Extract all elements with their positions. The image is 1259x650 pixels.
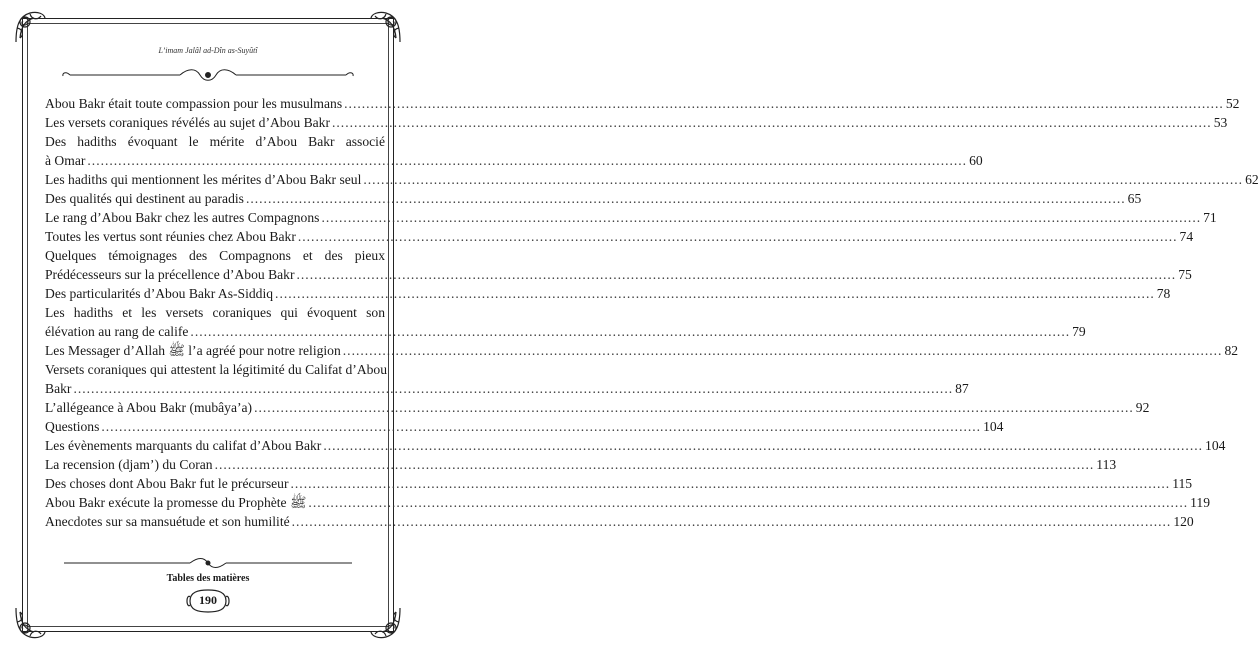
toc-page-number: 115 xyxy=(1172,476,1193,491)
toc-entry xyxy=(45,474,1193,493)
dot-leader: ........................................................................................................................................................................................................ xyxy=(344,96,1224,111)
toc-entry xyxy=(45,189,1142,208)
toc-page-number: 82 xyxy=(1224,343,1239,358)
toc-entry-text: Quelques témoignages des Compagnons et des pieux xyxy=(45,248,385,263)
dot-leader: ........................................................................................................................................................................................................ xyxy=(290,476,1171,491)
toc-entry-text: Abou Bakr était toute compassion pour les musulmans xyxy=(45,96,343,111)
corner-ornament-icon xyxy=(14,606,48,640)
toc-entry xyxy=(45,341,1239,360)
toc-entry-text: Les évènements marquants du califat d’Abou Bakr xyxy=(45,438,322,453)
toc-entry-text: Des particularités d’Abou Bakr As-Siddiq xyxy=(45,286,274,301)
footer-section-title: Tables des matières xyxy=(166,573,250,584)
toc-page-number: 104 xyxy=(1205,438,1226,453)
toc-page-number: 119 xyxy=(1190,495,1210,510)
toc-page-number: 75 xyxy=(1178,267,1192,282)
toc-entry-text: Les hadiths et les versets coraniques qui évoquent son xyxy=(45,305,385,320)
corner-ornament-icon xyxy=(368,606,402,640)
running-header-title: L’imam Jalâl ad-Dîn as-Suyûtî xyxy=(158,46,258,55)
footer-ornament-divider xyxy=(60,556,356,570)
dot-leader: ........................................................................................................................................................................................................ xyxy=(332,115,1212,130)
toc-entry-text: Des qualités qui destinent au paradis xyxy=(45,191,244,206)
dot-leader: ........................................................................................................................................................................................................ xyxy=(87,153,968,168)
toc-entry-text: Toutes les vertus sont réunies chez Abou Bakr xyxy=(45,229,296,244)
dot-leader: ........................................................................................................................................................................................................ xyxy=(321,210,1202,225)
dot-leader: ........................................................................................................................................................................................................ xyxy=(323,438,1204,453)
toc-entry-text: La recension (djam’) du Coran xyxy=(45,457,213,472)
toc-page-number: 87 xyxy=(955,381,969,396)
toc-entry-text: Anecdotes sur sa mansuétude et son humilité xyxy=(45,514,290,529)
toc-entry-text: Bakr xyxy=(45,381,72,396)
toc-page-number: 113 xyxy=(1096,457,1117,472)
toc-entry-text: Les hadiths qui mentionnent les mérites d’Abou Bakr seul xyxy=(45,172,362,187)
toc-entry-text: Les Messager d’Allah ﷺ l’a agréé pour notre religion xyxy=(45,343,341,358)
toc-entry-text: Questions xyxy=(45,419,100,434)
toc-entry xyxy=(45,132,983,170)
toc-entry-text: Abou Bakr exécute la promesse du Prophète ﷺ xyxy=(45,495,307,510)
page-number: 190 xyxy=(199,593,217,607)
toc-entry xyxy=(45,94,1240,113)
toc-entry xyxy=(45,398,1150,417)
toc-page-number: 53 xyxy=(1213,115,1228,130)
dot-leader: ........................................................................................................................................................................................................ xyxy=(308,495,1189,510)
dot-leader: ........................................................................................................................................................................................................ xyxy=(297,229,1178,244)
dot-leader: ........................................................................................................................................................................................................ xyxy=(296,267,1177,282)
dot-leader: ........................................................................................................................................................................................................ xyxy=(342,343,1223,358)
toc-entry xyxy=(45,436,1226,455)
dot-leader: ........................................................................................................................................................................................................ xyxy=(245,191,1126,206)
dot-leader: ........................................................................................................................................................................................................ xyxy=(275,286,1155,301)
toc-page-number: 92 xyxy=(1135,400,1150,415)
toc-page-number: 60 xyxy=(969,153,983,168)
toc-entry-text: à Omar xyxy=(45,153,86,168)
toc-entry-text: élévation au rang de calife xyxy=(45,324,189,339)
toc-entry xyxy=(45,360,969,398)
toc-page-number: 79 xyxy=(1072,324,1086,339)
toc-entry xyxy=(45,113,1228,132)
toc-entry-text: Des hadiths évoquant le mérite d’Abou Bakr associé xyxy=(45,134,385,149)
toc-page-number: 62 xyxy=(1245,172,1259,187)
table-of-contents xyxy=(45,94,1259,531)
toc-page-number: 104 xyxy=(983,419,1004,434)
toc-entry xyxy=(45,512,1194,531)
toc-page-number: 78 xyxy=(1156,286,1171,301)
dot-leader: ........................................................................................................................................................................................................ xyxy=(363,172,1244,187)
toc-entry xyxy=(45,208,1217,227)
header-ornament-divider xyxy=(60,66,356,84)
dot-leader: ........................................................................................................................................................................................................ xyxy=(254,400,1134,415)
toc-entry-text: Des choses dont Abou Bakr fut le précurseur xyxy=(45,476,289,491)
toc-page-number: 120 xyxy=(1173,514,1194,529)
toc-entry xyxy=(45,227,1194,246)
toc-page-number: 65 xyxy=(1127,191,1142,206)
toc-entry xyxy=(45,493,1210,512)
toc-entry-text: Prédécesseurs sur la précellence d’Abou Bakr xyxy=(45,267,295,282)
toc-entry xyxy=(45,455,1117,474)
toc-entry xyxy=(45,170,1259,189)
page-number-badge xyxy=(186,588,230,614)
toc-entry xyxy=(45,303,1086,341)
toc-entry-text: Versets coraniques qui attestent la légitimité du Califat d’Abou xyxy=(45,362,388,377)
toc-entry xyxy=(45,417,1004,436)
corner-ornament-icon xyxy=(14,10,48,44)
corner-ornament-icon xyxy=(368,10,402,44)
dot-leader: ........................................................................................................................................................................................................ xyxy=(214,457,1095,472)
toc-entry-text: Le rang d’Abou Bakr chez les autres Compagnons xyxy=(45,210,320,225)
dot-leader: ........................................................................................................................................................................................................ xyxy=(190,324,1071,339)
dot-leader: ........................................................................................................................................................................................................ xyxy=(101,419,982,434)
toc-entry xyxy=(45,246,1192,284)
toc-entry-text: Les versets coraniques révélés au sujet d’Abou Bakr xyxy=(45,115,330,130)
toc-page-number: 52 xyxy=(1225,96,1240,111)
dot-leader: ........................................................................................................................................................................................................ xyxy=(291,514,1172,529)
toc-entry xyxy=(45,284,1171,303)
toc-page-number: 71 xyxy=(1203,210,1217,225)
toc-page-number: 74 xyxy=(1179,229,1194,244)
toc-entry-text: L’allégeance à Abou Bakr (mubâya’a) xyxy=(45,400,253,415)
dot-leader: ........................................................................................................................................................................................................ xyxy=(73,381,954,396)
